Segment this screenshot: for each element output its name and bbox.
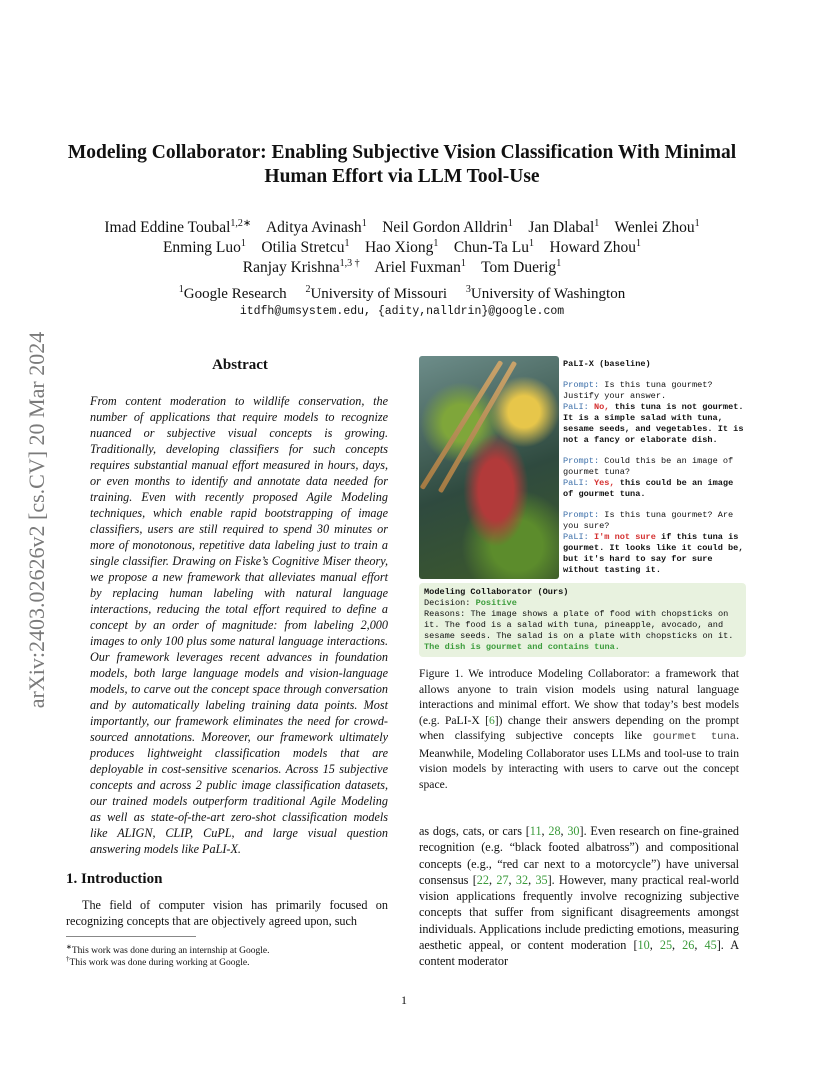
figure-1-caption: Figure 1. We introduce Modeling Collaborator: a framework that allows anyone to train vision models using natural language interactions and minimal effort. We show that today’s best models (e.g. PaLI-X [6]) change their answers depending on the prompt when classifying subjective concepts like gourmet tuna. Meanwhile, Modeling Collaborator uses LLMs and tool-use to train vision models by interacting with users to carve out the concept space. (419, 667, 739, 791)
modeling-collaborator-result (419, 583, 746, 657)
citation-link[interactable]: 32 (515, 872, 529, 887)
paper-title (60, 141, 744, 189)
chopstick-shape (420, 360, 504, 490)
author: Hao Xiong$^1$ (364, 238, 439, 257)
baseline-dialog (563, 359, 747, 586)
author-emails: itdfh@umsystem.edu, {adity,nalldrin}@google.com (239, 305, 565, 318)
exchange-3: Prompt: Is this tuna gourmet? Are you sure? PaLI: I'm not sure if this tuna is gourmet. It looks like it could be, but it's hard to say for sure without tasting it. (563, 510, 744, 575)
author: Chun-Ta Lu$^1$ (453, 238, 535, 257)
tuna-salad-photo (419, 356, 559, 579)
citation-link[interactable]: 35 (535, 872, 548, 887)
author: Howard Zhou$^1$ (549, 238, 642, 257)
author-line-2 (60, 238, 744, 257)
citation-link[interactable]: 30 (567, 824, 580, 838)
author-line-3 (60, 258, 744, 277)
affiliations: $^1$Google Research $^2$University of Missouri $^3$University of Washington (178, 284, 626, 302)
author: Ranjay Krishna$^{1,3 \dagger}$ (242, 258, 360, 277)
arxiv-sidebar-stamp (22, 285, 52, 755)
citation-link[interactable]: 6 (488, 713, 495, 727)
ours-title: Modeling Collaborator (Ours) (424, 587, 569, 597)
baseline-title: PaLI-X (baseline) (563, 359, 651, 369)
citation-link[interactable]: 25 (659, 938, 673, 953)
citation-link[interactable]: 26 (682, 938, 695, 953)
citation-link[interactable]: 10 (637, 938, 650, 953)
citation-link[interactable]: 28 (548, 824, 561, 838)
author: Neil Gordon Alldrin$^1$ (382, 218, 513, 237)
author: Tom Duerig$^1$ (481, 258, 562, 277)
author: Jan Dlabal$^1$ (528, 218, 600, 237)
author: Wenlei Zhou$^1$ (614, 218, 700, 237)
author: Ariel Fuxman$^1$ (374, 258, 466, 277)
exchange-1: Prompt: Is this tuna gourmet? Justify your answer. PaLI: No, this tuna is not gourmet. It is a simple salad with tuna, sesame seeds, and vegetables. It is not a fancy or elaborate dish. (563, 380, 744, 445)
chopstick-shape (438, 361, 517, 493)
author: Otilia Stretcu$^1$ (261, 238, 350, 257)
footnote-1: ∗This work was done during an internship at Google. (66, 943, 270, 957)
paper-title-line-1: Modeling Collaborator: Enabling Subjective Vision Classification With Minimal (67, 142, 737, 163)
intro-paragraph-continued: as dogs, cats, or cars [11, 28, 30]. Even research on fine-grained recognition (e.g. “black footed albatross”) and compositional concepts (e.g., “red car next to a motorcycle”) have universal consensus [22, 27, 32, 35]. However, many practical real-world vision applications frequently involve recognizing subjective concepts that suffer from significant disagreements amongst individuals. Applications include predicting emotions, measuring aesthetic appeal, or content moderation [10, 25, 26, 45]. A content moderator (419, 824, 740, 969)
author: Aditya Avinash$^1$ (265, 218, 367, 237)
section-heading-introduction: 1. Introduction (66, 871, 163, 887)
abstract-text: From content moderation to wildlife conservation, the number of applications that require models to recognize nuanced or subjective visual concepts is growing. Traditionally, developing classifiers for such concepts requires substantial manual effort measured in hours, days, or even months to identify and annotate data needed for training. Even with recently proposed Agile Modeling techniques, which enable rapid bootstrapping of image classifiers, users are still required to spend 30 minutes or more of monotonous, repetitive data labeling just to train a single classifier. Drawing on Fiske’s Cognitive Miser theory, we propose a new framework that alleviates manual effort by replacing human labeling with natural language interactions, reducing the total effort required to define a concept by an order of magnitude: from labeling 2,000 images to only 100 plus some natural language interactions. Our framework leverages recent advances in foundation models, both large language models and vision-language models, to carve out the concept space through conversation and by automatically labeling training data points. Most importantly, our framework eliminates the need for crowd-sourced annotations. Moreover, our framework ultimately produces lightweight classification models that are deployable in cost-sensitive scenarios. Across 15 subjective concepts and across 2 public image classification datasets, our trained models outperform traditional Agile Modeling as well as state-of-the-art zero-shot classification models like ALIGN, CLIP, CuPL, and large visual question answering models like PaLI-X. (90, 394, 388, 856)
ours-reasons: Reasons: The image shows a plate of food with chopsticks on it. The food is a salad with tuna, pineapple, avocado, and sesame seeds. The salad is on a plate with chopsticks on it. The dish is gourmet and contains tuna. (424, 609, 734, 652)
ours-decision: Decision: Positive (424, 598, 517, 608)
arxiv-id: arXiv:2403.02626v2 [cs.CV] 20 Mar 2024 (24, 331, 49, 709)
citation-link[interactable]: 27 (496, 872, 509, 887)
citation-link[interactable]: 22 (476, 872, 489, 887)
exchange-2: Prompt: Could this be an image of gourmet tuna? PaLI: Yes, this could be an image of gourmet tuna. (563, 456, 734, 499)
author: Imad Eddine Toubal$^{1,2∗}$ (104, 218, 252, 237)
paper-title-line-2: Human Effort via LLM Tool-Use (264, 166, 540, 187)
abstract-heading: Abstract (212, 357, 268, 373)
footnote-divider (66, 936, 196, 937)
footnote-2: †This work was done during working at Google. (66, 955, 250, 969)
author-line-1 (60, 218, 744, 237)
citation-link[interactable]: 45 (704, 938, 717, 953)
author: Enming Luo$^1$ (162, 238, 246, 257)
citation-link[interactable]: 11 (529, 824, 542, 838)
intro-paragraph: The field of computer vision has primarily focused on recognizing concepts that are objectively agreed upon, such (66, 898, 388, 929)
page-number: 1 (401, 993, 407, 1007)
